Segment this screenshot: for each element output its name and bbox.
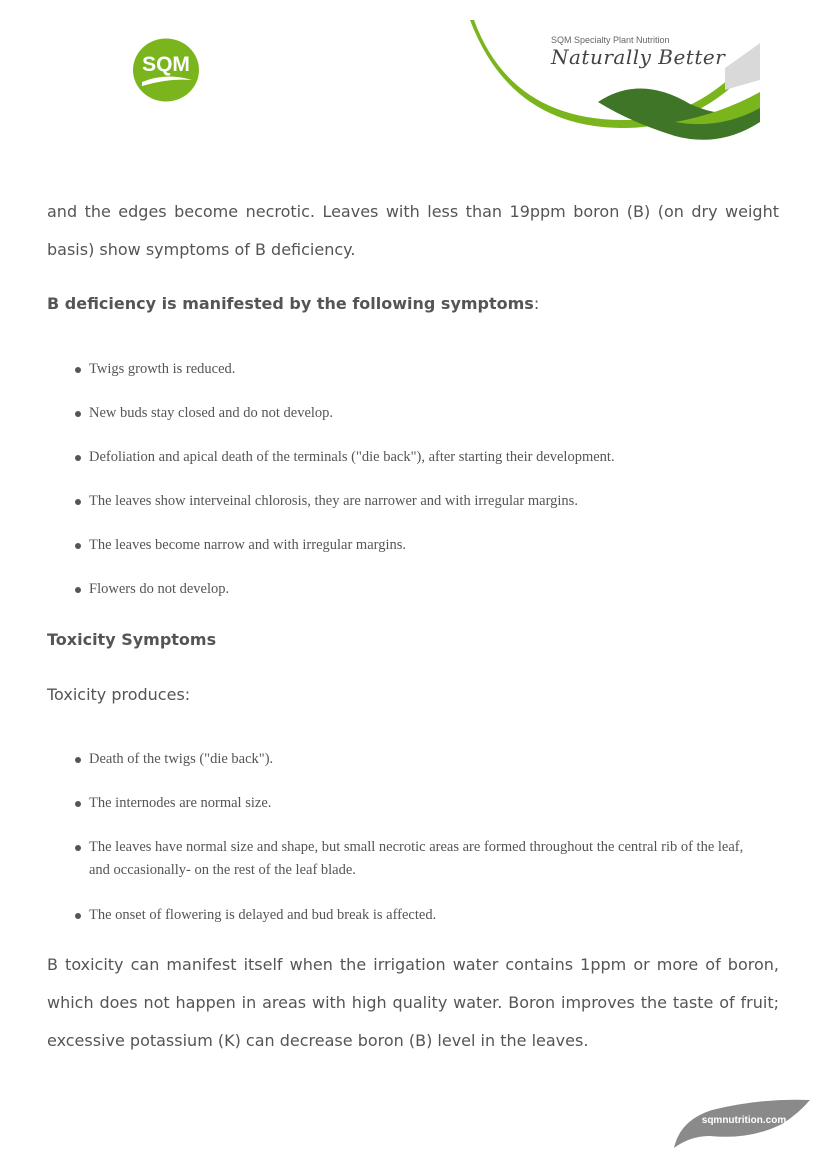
list-item xyxy=(89,358,765,381)
sqm-logo xyxy=(132,38,200,102)
deficiency-heading xyxy=(47,294,539,313)
list-item xyxy=(89,490,765,513)
list-item xyxy=(89,446,765,469)
list-item-text: The leaves become narrow and with irregular margins. xyxy=(89,537,407,553)
list-item xyxy=(89,904,765,927)
deficiency-heading-text: B deficiency is manifested by the following symptoms xyxy=(47,294,534,313)
bullet-icon xyxy=(75,913,81,919)
list-item-text: The internodes are normal size. xyxy=(89,795,272,811)
list-item xyxy=(89,534,765,557)
bullet-icon xyxy=(75,757,81,763)
footer-website: sqmnutrition.com xyxy=(701,1115,787,1126)
tagline-small: SQM Specialty Plant Nutrition xyxy=(551,35,670,45)
footer-leaf-graphic xyxy=(670,1096,815,1151)
deficiency-heading-colon: : xyxy=(533,294,540,313)
closing-paragraph: B toxicity can manifest itself when the irrigation water contains 1ppm or more of boron, which does not happen in areas with high quality water. Boron improves the taste of fruit; excessive potassium (K) can decrease boron (B) level in the leaves. xyxy=(47,955,779,1050)
logo-text: SQM xyxy=(142,53,190,76)
list-item xyxy=(89,578,765,601)
toxicity-heading: Toxicity Symptoms xyxy=(47,630,217,649)
list-item-text: Flowers do not develop. xyxy=(89,581,230,597)
list-item xyxy=(89,748,765,771)
bullet-icon xyxy=(75,411,81,417)
bullet-icon xyxy=(75,455,81,461)
list-item-text: The onset of flowering is delayed and bud break is affected. xyxy=(89,907,437,923)
bullet-icon xyxy=(75,801,81,807)
list-item-text: New buds stay closed and do not develop. xyxy=(89,405,334,421)
bullet-icon xyxy=(75,845,81,851)
list-item-text: Twigs growth is reduced. xyxy=(89,361,236,377)
list-item xyxy=(89,402,765,425)
toxicity-intro: Toxicity produces: xyxy=(47,685,191,704)
list-item-text: Defoliation and apical death of the terminals ("die back"), after starting their development. xyxy=(89,449,615,465)
bullet-icon xyxy=(75,543,81,549)
tagline-naturally-better: Naturally Better xyxy=(551,45,726,69)
bullet-icon xyxy=(75,499,81,505)
list-item-text: The leaves have normal size and shape, but small necrotic areas are formed throughout the central rib of the leaf, and occasionally- on the rest of the leaf blade. xyxy=(89,839,744,878)
intro-paragraph: and the edges become necrotic. Leaves with less than 19ppm boron (B) (on dry weight basis) show symptoms of B deficiency. xyxy=(47,202,779,259)
list-item xyxy=(89,836,765,882)
list-item-text: Death of the twigs ("die back"). xyxy=(89,751,274,767)
bullet-icon xyxy=(75,587,81,593)
list-item xyxy=(89,792,765,815)
list-item-text: The leaves show interveinal chlorosis, they are narrower and with irregular margins. xyxy=(89,493,578,509)
bullet-icon xyxy=(75,367,81,373)
